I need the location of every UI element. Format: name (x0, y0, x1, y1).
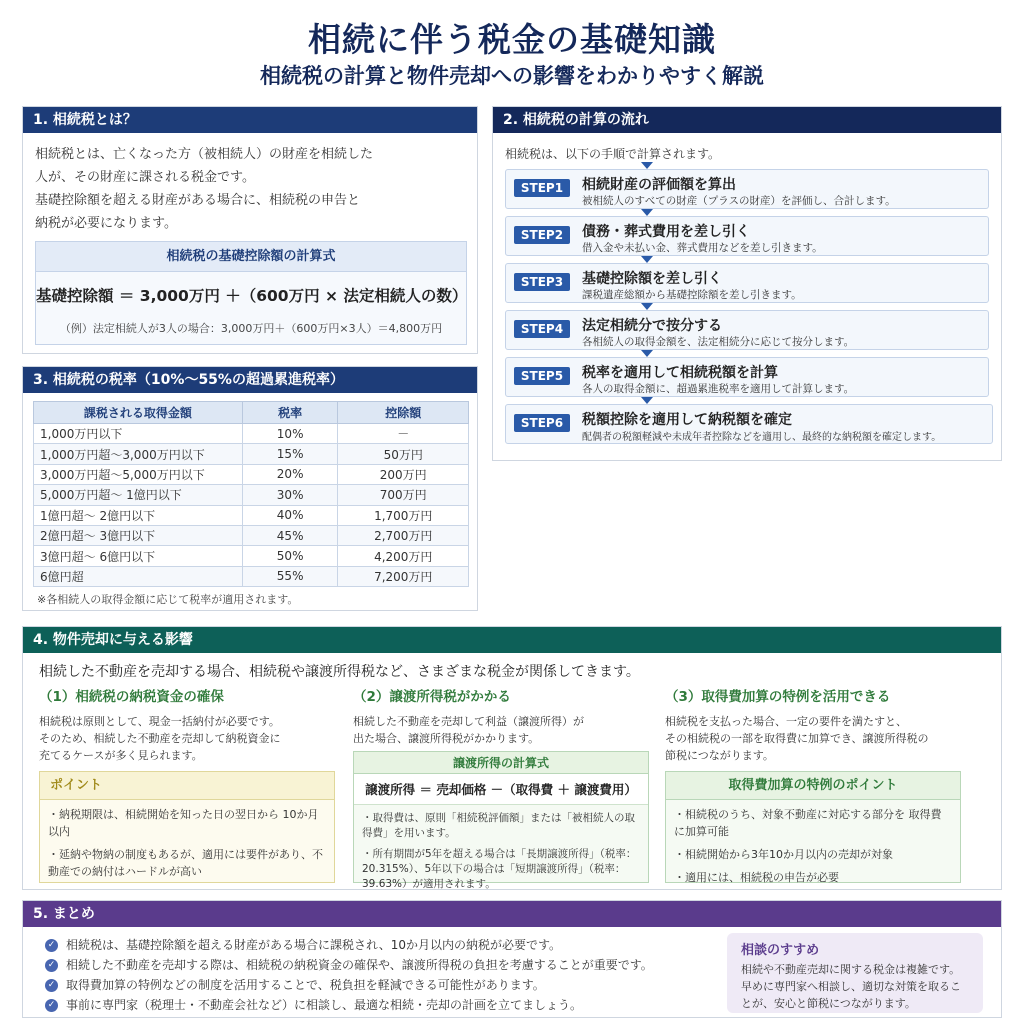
column-body (39, 713, 339, 764)
cell-amount: 5,000万円超～ 1億円以下 (34, 485, 243, 505)
cell-amount: 6億円超 (34, 566, 243, 586)
cell-deduction: － (338, 424, 469, 444)
impact-column-funding (39, 685, 339, 883)
box-heading: 譲渡所得の計算式 (354, 752, 648, 774)
section-title: 4. 物件売却に与える影響 (23, 627, 1001, 653)
body-line: その相続税の一部を取得費に加算でき、譲渡所得税の (665, 732, 929, 745)
section-title: 3. 相続税の税率（10%～55%の超過累進税率） (23, 367, 477, 393)
section-title: 5. まとめ (23, 901, 1001, 927)
list-item: ✓ 相続した不動産を売却する際は、相続税の納税資金の確保や、譲渡所得税の負担を考慮することが重要です。 (45, 955, 653, 975)
table-row (34, 566, 469, 586)
column-header: 税率 (242, 402, 338, 424)
cell-deduction: 2,700万円 (338, 525, 469, 545)
list-item: ✓ 相続税は、基礎控除額を超える財産がある場合に課税され、10か月以内の納税が必要です。 (45, 935, 653, 955)
down-arrow-icon (641, 162, 653, 169)
cell-rate: 15% (242, 444, 338, 464)
step-badge: STEP3 (514, 273, 570, 291)
formula: 基礎控除額 ＝ 3,000万円 ＋（600万円 × 法定相続人の数） (36, 287, 468, 305)
step-badge: STEP2 (514, 226, 570, 244)
down-arrow-icon (641, 209, 653, 216)
summary-list (45, 935, 653, 1015)
body-line: 納税が必要になります。 (35, 216, 177, 231)
table-row (34, 424, 469, 444)
down-arrow-icon (641, 256, 653, 263)
advice-heading: 相談のすすめ (741, 943, 820, 958)
step-badge: STEP1 (514, 179, 570, 197)
cell-amount: 1,000万円超～3,000万円以下 (34, 444, 243, 464)
section-intro: 相続税は、以下の手順で計算されます。 (505, 147, 721, 161)
body-line: 相続税を支払った場合、一定の要件を満たすと、 (665, 715, 907, 728)
basic-deduction-formula-box (35, 241, 467, 345)
section-title: 2. 相続税の計算の流れ (493, 107, 1001, 133)
step-title: 税額控除を適用して納税額を確定 (582, 412, 792, 428)
step-card (505, 310, 989, 350)
check-icon: ✓ (45, 979, 58, 992)
cell-rate: 30% (242, 485, 338, 505)
down-arrow-icon (641, 303, 653, 310)
table-header-row (34, 402, 469, 424)
page-title: 相続に伴う税金の基礎知識 (308, 20, 716, 59)
step-description: 課税遺産総額から基礎控除額を差し引きます。 (582, 289, 802, 301)
step-badge: STEP4 (514, 320, 570, 338)
step-card (505, 216, 989, 256)
check-icon: ✓ (45, 999, 58, 1012)
table-row (34, 525, 469, 545)
list-item: ・相続税のうち、対象不動産に対応する部分を 取得費に加算可能 (674, 808, 942, 838)
cell-deduction: 700万円 (338, 485, 469, 505)
step-badge: STEP6 (514, 414, 570, 432)
cell-rate: 55% (242, 566, 338, 586)
section-intro: 相続した不動産を売却する場合、相続税や譲渡所得税など、さまざまな税金が関係してきます。 (39, 664, 640, 680)
cell-amount: 3,000万円超～5,000万円以下 (34, 464, 243, 484)
step-card (505, 357, 989, 397)
column-body (665, 713, 965, 764)
capital-gains-formula: 譲渡所得 ＝ 売却価格 －（取得費 ＋ 譲渡費用） (354, 774, 648, 805)
body-line: 人が、その財産に課される税金です。 (35, 170, 255, 185)
formula-heading: 相続税の基礎控除額の計算式 (36, 242, 466, 272)
step-title: 相続財産の評価額を算出 (582, 177, 736, 193)
body-line: 相続した不動産を売却して利益（譲渡所得）が (353, 715, 584, 728)
box-heading: ポイント (40, 772, 334, 800)
formula-example: （例）法定相続人が3人の場合：3,000万円＋（600万円×3人）＝4,800万円 (59, 322, 443, 335)
column-heading: （2）譲渡所得税がかかる (353, 689, 511, 705)
box-heading: 取得費加算の特例のポイント (666, 772, 960, 800)
table-row (34, 444, 469, 464)
body-line: 節税につながります。 (665, 749, 774, 762)
body-line: 相続税とは、亡くなった方（被相続人）の財産を相続した (35, 147, 374, 162)
section-calculation-flow (492, 106, 1002, 461)
step-description: 各人の取得金額に、超過累進税率を適用して計算します。 (582, 383, 855, 395)
column-header: 課税される取得金額 (34, 402, 243, 424)
cell-deduction: 200万円 (338, 464, 469, 484)
cell-rate: 10% (242, 424, 338, 444)
list-item: ・適用には、相続税の申告が必要 (674, 871, 839, 884)
section-what-is-inheritance-tax (22, 106, 478, 354)
table-row (34, 546, 469, 566)
section-summary (22, 900, 1002, 1018)
section-tax-rates (22, 366, 478, 611)
cell-deduction: 1,700万円 (338, 505, 469, 525)
down-arrow-icon (641, 350, 653, 357)
impact-column-capital-gains (353, 685, 653, 890)
section-title: 1. 相続税とは？ (23, 107, 477, 133)
list-item: ✓ 取得費加算の特例などの制度を活用することで、税負担を軽減できる可能性があります。 (45, 975, 653, 995)
step-description: 各相続人の取得金額を、法定相続分に応じて按分します。 (582, 336, 855, 348)
body-line: そのため、相続した不動産を売却して納税資金に (39, 732, 281, 745)
cell-rate: 40% (242, 505, 338, 525)
impact-column-special-rule (665, 685, 965, 883)
step-title: 債務・葬式費用を差し引く (582, 224, 750, 240)
step-description: 被相続人のすべての財産（プラスの財産）を評価し、合計します。 (582, 195, 896, 207)
formula-box (353, 751, 649, 890)
body-line: 基礎控除額を超える財産がある場合に、相続税の申告と (35, 193, 361, 208)
tax-rate-table (33, 401, 469, 587)
down-arrow-icon (641, 397, 653, 404)
table-row (34, 485, 469, 505)
list-item: ✓ 事前に専門家（税理士・不動産会社など）に相談し、最適な相続・売却の計画を立てましょう。 (45, 995, 653, 1015)
step-title: 基礎控除額を差し引く (582, 271, 722, 287)
page-subtitle: 相続税の計算と物件売却への影響をわかりやすく解説 (260, 64, 764, 88)
column-header: 控除額 (338, 402, 469, 424)
point-box (665, 771, 961, 883)
cell-rate: 20% (242, 464, 338, 484)
step-description: 配偶者の税額軽減や未成年者控除などを適用し、最終的な納税額を確定します。 (582, 432, 942, 443)
check-icon: ✓ (45, 959, 58, 972)
column-heading: （3）取得費加算の特例を活用できる (665, 689, 891, 705)
advice-body: 相続や不動産売却に関する税金は複雑です。早めに専門家へ相談し、適切な対策を取ることが、安心と節税につながります。 (741, 963, 961, 1010)
list-item: ・納税期限は、相続開始を知った日の翌日から 10か月以内 (48, 808, 319, 838)
column-heading: （1）相続税の納税資金の確保 (39, 689, 224, 705)
list-item: ・延納や物納の制度もあるが、適用には要件があり、不動産での納付はハードルが高い (48, 848, 323, 878)
check-icon: ✓ (45, 939, 58, 952)
cell-amount: 2億円超～ 3億円以下 (34, 525, 243, 545)
table-row (34, 464, 469, 484)
table-note: ※各相続人の取得金額に応じて税率が適用されます。 (37, 593, 299, 606)
consultation-advice-box (727, 933, 983, 1013)
section-sale-impact (22, 626, 1002, 890)
cell-deduction: 7,200万円 (338, 566, 469, 586)
list-item: ・相続開始から3年10か月以内の売却が対象 (674, 848, 893, 861)
list-item: ・所有期間が5年を超える場合は「長期譲渡所得」（税率：20.315%）、5年以下の場合は「短期譲渡所得」（税率：39.63%）が適用されます。 (362, 848, 637, 890)
body-line: 出た場合、譲渡所得税がかかります。 (353, 732, 540, 745)
cell-amount: 1億円超～ 2億円以下 (34, 505, 243, 525)
step-description: 借入金や未払い金、葬式費用などを差し引きます。 (582, 242, 823, 254)
body-line: 充てるケースが多く見られます。 (39, 749, 203, 762)
cell-deduction: 4,200万円 (338, 546, 469, 566)
step-title: 税率を適用して相続税額を計算 (582, 365, 778, 381)
point-box (39, 771, 335, 883)
list-item: ・取得費は、原則「相続税評価額」または「被相続人の取得費」を用います。 (362, 812, 635, 839)
cell-deduction: 50万円 (338, 444, 469, 464)
step-card (505, 169, 989, 209)
cell-amount: 3億円超～ 6億円以下 (34, 546, 243, 566)
body-line: 相続税は原則として、現金一括納付が必要です。 (39, 715, 280, 728)
step-card (505, 404, 993, 444)
section-body (23, 133, 477, 235)
step-title: 法定相続分で按分する (582, 318, 722, 334)
cell-rate: 45% (242, 525, 338, 545)
cell-amount: 1,000万円以下 (34, 424, 243, 444)
column-body (353, 713, 653, 747)
cell-rate: 50% (242, 546, 338, 566)
step-badge: STEP5 (514, 367, 570, 385)
table-row (34, 505, 469, 525)
step-card (505, 263, 989, 303)
